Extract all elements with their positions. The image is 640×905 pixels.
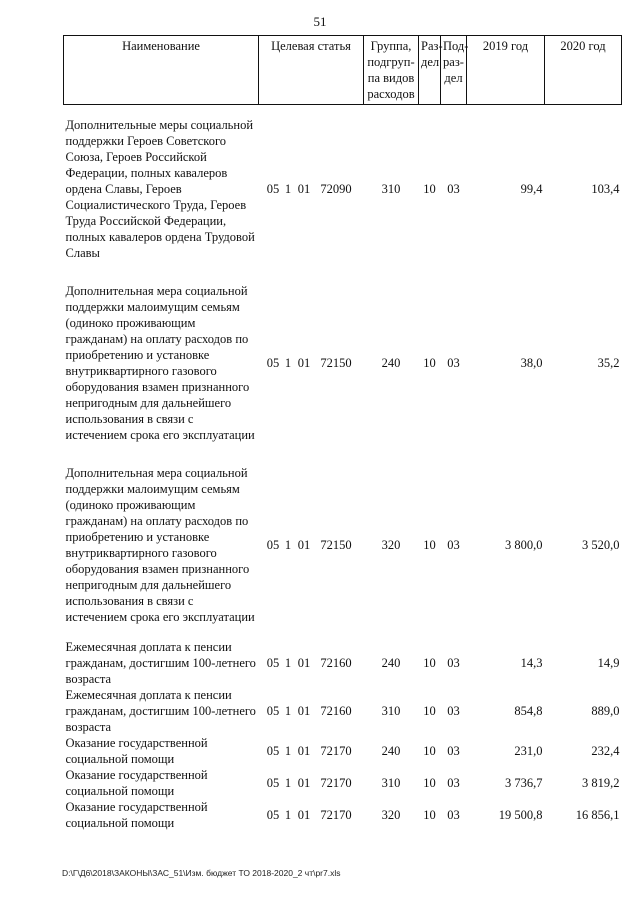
row-target-code [259,687,364,735]
row-target-code [259,465,364,625]
row-target-code [259,283,364,443]
cs-event: 01 [297,776,311,790]
table-row [64,117,622,261]
header-2019: 2019 год [467,36,545,105]
row-group: 310 [381,704,401,718]
cs-program: 05 [266,808,280,822]
row-2020: 232,4 [591,744,620,758]
row-section: 10 [423,538,436,552]
row-2020: 35,2 [597,356,620,370]
row-section: 10 [423,776,436,790]
table-header [64,36,622,105]
row-target-code [259,639,364,687]
row-group: 240 [381,356,401,370]
table-row-spacer [64,625,622,639]
table-row [64,465,622,625]
table-row-spacer [64,443,622,465]
row-subsection: 03 [447,744,460,758]
header-section: Раз-дел [419,36,441,105]
cs-direction: 72170 [320,776,352,790]
table-row-spacer [64,261,622,283]
row-section: 10 [423,182,436,196]
header-name: Наименование [64,36,259,105]
cs-direction: 72150 [320,538,352,552]
row-group: 310 [381,182,401,196]
file-path-footer: D:\Г\Д6\2018\ЗАКОНЫ\ЗАС_51\Изм. бюджет ТО 2018-2020_2 чт\pr7.xls [62,868,341,878]
cs-event: 01 [297,656,311,670]
row-subsection: 03 [447,656,460,670]
cs-event: 01 [297,356,311,370]
row-name: Дополнительная мера социальной поддержки малоимущим семьям (одиноко проживающим гражданам) на оплату расходов по приобретению и установке внутриквартирного газового оборудования взамен признанного непригодным для дальнейшего использования в связи с истечением срока его эксплуатации [65,466,255,624]
cs-program: 05 [266,182,280,196]
cs-program: 05 [266,704,280,718]
cs-event: 01 [297,538,311,552]
row-target-code [259,117,364,261]
cs-direction: 72160 [320,656,352,670]
row-2020: 16 856,1 [575,808,620,822]
table-row [64,735,622,767]
row-name: Оказание государственной социальной помощи [65,736,208,766]
cs-event: 01 [297,808,311,822]
row-2019: 14,3 [520,656,543,670]
row-target-code [259,767,364,799]
table-row [64,639,622,687]
cs-program: 05 [266,776,280,790]
cs-event: 01 [297,744,311,758]
row-section: 10 [423,356,436,370]
table-row-spacer [64,105,622,118]
row-subsection: 03 [447,356,460,370]
row-2019: 19 500,8 [498,808,543,822]
table-row [64,687,622,735]
row-subsection: 03 [447,538,460,552]
row-2019: 3 800,0 [505,538,543,552]
row-group: 320 [381,538,401,552]
cs-program: 05 [266,744,280,758]
cs-direction: 72160 [320,704,352,718]
cs-subprogram: 1 [284,704,292,718]
budget-table [63,35,622,831]
row-2020: 3 819,2 [582,776,620,790]
row-2019: 854,8 [514,704,543,718]
row-subsection: 03 [447,182,460,196]
row-2020: 103,4 [591,182,620,196]
cs-event: 01 [297,704,311,718]
table-row [64,767,622,799]
row-name: Ежемесячная доплата к пенсии гражданам, достигшим 100-летнего возраста [65,640,256,686]
row-subsection: 03 [447,776,460,790]
row-name: Оказание государственной социальной помощи [65,800,208,830]
cs-direction: 72170 [320,808,352,822]
row-section: 10 [423,808,436,822]
cs-program: 05 [266,356,280,370]
row-2019: 99,4 [520,182,543,196]
row-name: Ежемесячная доплата к пенсии гражданам, достигшим 100-летнего возраста [65,688,256,734]
cs-subprogram: 1 [284,808,292,822]
row-2020: 3 520,0 [582,538,620,552]
row-section: 10 [423,656,436,670]
header-group: Группа, подгруп-па видов расходов [364,36,419,105]
cs-direction: 72090 [320,182,352,196]
row-subsection: 03 [447,808,460,822]
header-target: Целевая статья [259,36,364,105]
row-subsection: 03 [447,704,460,718]
table-body [64,105,622,832]
row-2020: 889,0 [591,704,620,718]
row-target-code [259,735,364,767]
row-section: 10 [423,704,436,718]
row-2020: 14,9 [597,656,620,670]
row-name: Дополнительные меры социальной поддержки Героев Советского Союза, Героев Российской Федерации, полных кавалеров ордена Славы, Героев Социалистического Труда, Героев Труда Российской Федерации, полных кавалеров ордена Трудовой Славы [65,118,255,260]
row-section: 10 [423,744,436,758]
row-group: 240 [381,656,401,670]
row-name: Дополнительная мера социальной поддержки малоимущим семьям (одиноко проживающим гражданам) на оплату расходов по приобретению и установке внутриквартирного газового оборудования взамен признанного непригодным для дальнейшего использования в связи с истечением срока его эксплуатации [65,284,255,442]
page-number: 51 [313,14,327,29]
header-2020: 2020 год [545,36,622,105]
cs-subprogram: 1 [284,744,292,758]
row-target-code [259,799,364,831]
cs-program: 05 [266,538,280,552]
cs-subprogram: 1 [284,656,292,670]
cs-subprogram: 1 [284,538,292,552]
cs-direction: 72170 [320,744,352,758]
cs-subprogram: 1 [284,182,292,196]
row-group: 240 [381,744,401,758]
cs-program: 05 [266,656,280,670]
cs-subprogram: 1 [284,356,292,370]
cs-event: 01 [297,182,311,196]
row-2019: 231,0 [514,744,543,758]
header-subsection: Под-раз-дел [441,36,467,105]
table-row [64,283,622,443]
cs-subprogram: 1 [284,776,292,790]
row-group: 320 [381,808,401,822]
row-2019: 3 736,7 [505,776,543,790]
table-row [64,799,622,831]
cs-direction: 72150 [320,356,352,370]
row-2019: 38,0 [520,356,543,370]
row-name: Оказание государственной социальной помощи [65,768,208,798]
row-group: 310 [381,776,401,790]
